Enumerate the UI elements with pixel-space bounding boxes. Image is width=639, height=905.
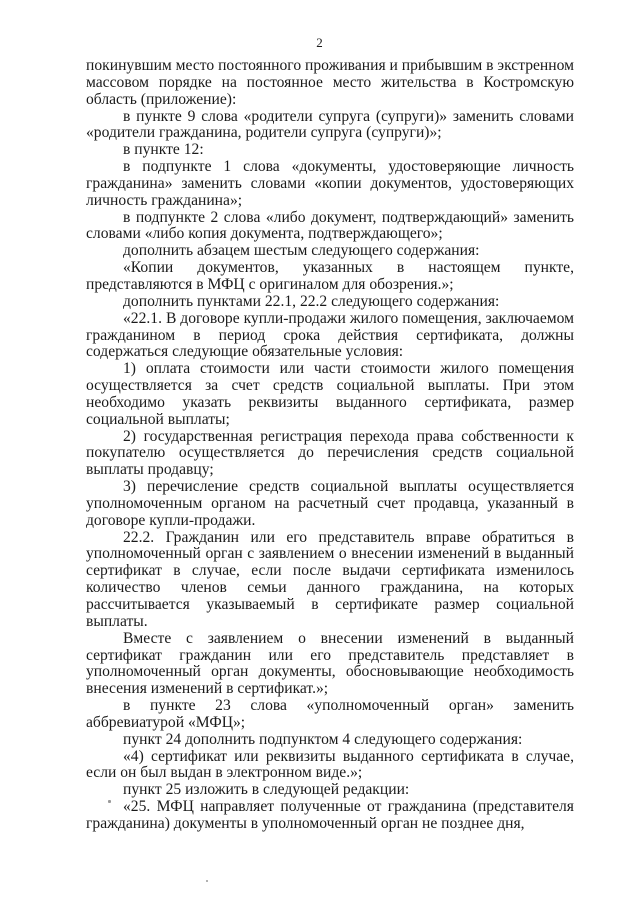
paragraph: 1) оплата стоимости или части стоимости жилого помещения осуществляется за счет средств социальной выплаты. При этом необходимо указать реквизиты выданного сертификата, размер социальной выплаты;: [86, 360, 574, 428]
paragraph: 3) перечисление средств социальной выплаты осуществляется уполномоченным органом на расчетный счет продавца, указанный в договоре купли-продажи.: [86, 478, 574, 529]
paragraph: пункт 25 изложить в следующей редакции:: [123, 781, 410, 799]
scan-speck: [206, 880, 208, 882]
paragraph: в пункте 23 слова «уполномоченный орган» заменить аббревиатурой «МФЦ»;: [86, 697, 574, 731]
paragraph: дополнить пунктами 22.1, 22.2 следующего содержания:: [123, 292, 500, 310]
paragraph: дополнить абзацем шестым следующего содержания:: [123, 242, 480, 260]
page-number: 2: [316, 35, 323, 50]
paragraph: в подпункте 1 слова «документы, удостоверяющие личность гражданина» заменить словами «копии документов, удостоверяющих личность гражданина»;: [86, 158, 574, 209]
paragraph: «4) сертификат или реквизиты выданного сертификата в случае, если он был выдан в электронном виде.»;: [86, 747, 574, 782]
paragraph: пункт 24 дополнить подпунктом 4 следующего содержания:: [123, 730, 523, 748]
paragraph: «Копии документов, указанных в настоящем пункте, представляются в МФЦ с оригиналом для обозрения.»;: [86, 259, 574, 293]
paragraph: в пункте 12:: [123, 141, 204, 159]
paragraph: в пункте 9 слова «родители супруга (супруги)» заменить словами «родители гражданина, родители супруга (супруги)»;: [86, 107, 574, 142]
paragraph: «25. МФЦ направляет полученные от гражданина (представителя гражданина) документы в уполномоченный орган не позднее дня,: [86, 798, 574, 832]
paragraph: покинувшим место постоянного проживания и прибывшим в экстренном массовом порядке на постоянное место жительства в Костромскую область (приложение):: [86, 57, 574, 108]
paragraph: в подпункте 2 слова «либо документ, подтверждающий» заменить словами «либо копия документа, подтверждающего»;: [86, 208, 574, 243]
paragraph: 2) государственная регистрация перехода права собственности к покупателю осуществляется до перечисления средств социальной выплаты продавцу;: [86, 427, 574, 479]
paragraph: Вместе с заявлением о внесении изменений в выданный сертификат гражданин или его представитель представляет в уполномоченный орган документы, обосновывающие необходимость внесения изменений в сертификат.»;: [86, 629, 574, 698]
paragraph: «22.1. В договоре купли-продажи жилого помещения, заключаемом гражданином в период срока действия сертификата, должны содержаться следующие обязательные условия:: [86, 309, 574, 361]
paragraph: 22.2. Гражданин или его представитель вправе обратиться в уполномоченный орган с заявлением о внесении изменений в выданный сертификат в случае, если после выдачи сертификата изменилось количество членов семьи данного гражданина, на которых рассчитывается указываемый в сертификате размер социальной выплаты.: [86, 528, 574, 630]
document-body: [86, 58, 574, 833]
scan-speck: [108, 800, 111, 803]
